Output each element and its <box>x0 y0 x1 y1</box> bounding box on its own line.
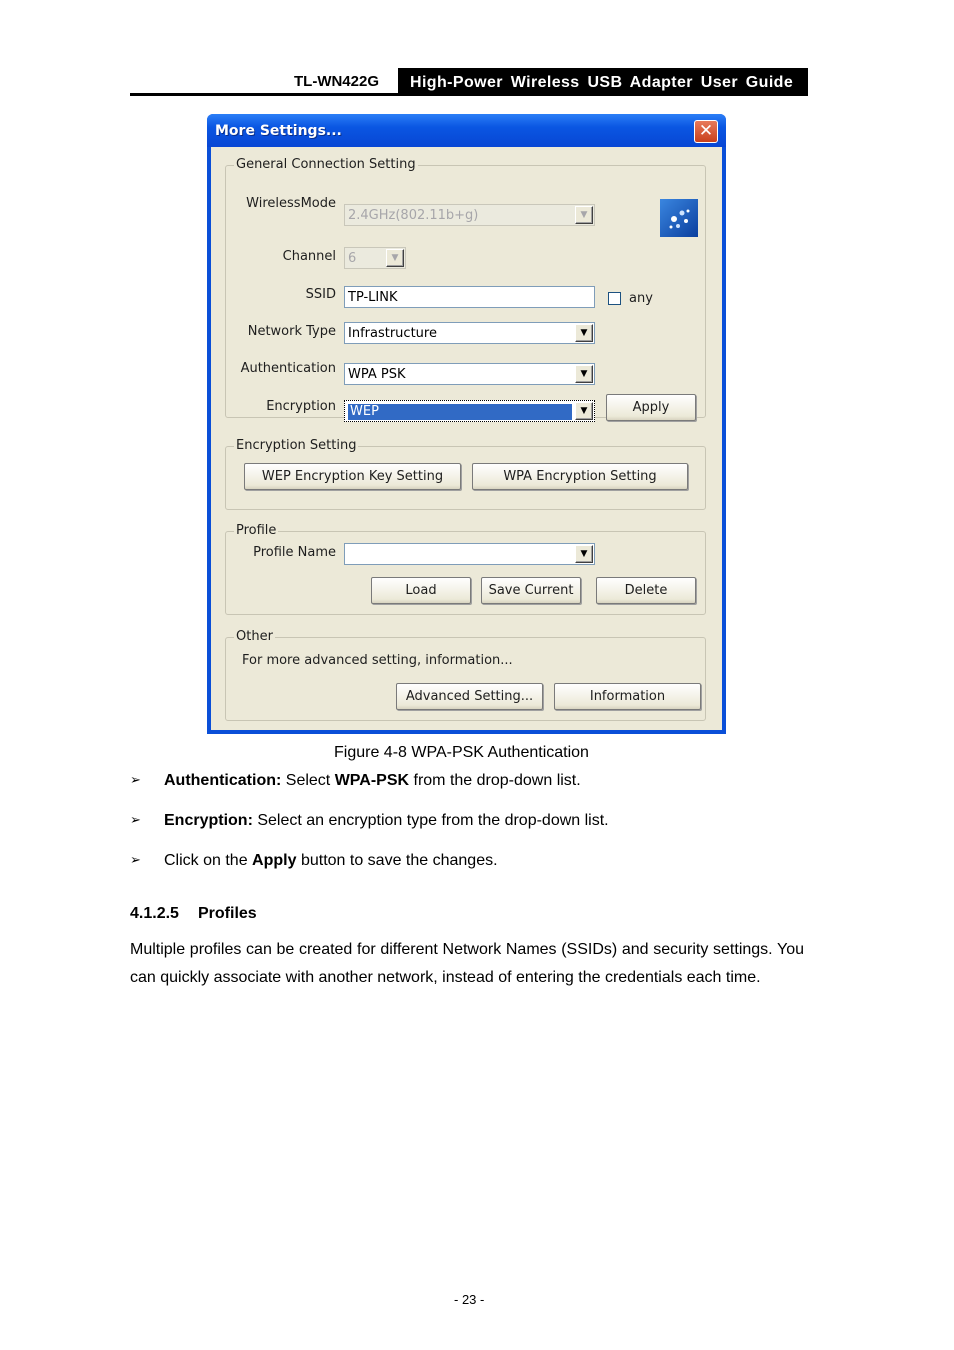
bullet-arrow-icon: ➢ <box>130 812 141 827</box>
chevron-down-icon[interactable]: ▼ <box>575 206 593 224</box>
chevron-down-icon[interactable]: ▼ <box>386 249 404 267</box>
header-guide-title: High-Power Wireless USB Adapter User Guide <box>398 68 808 95</box>
dialog-title: More Settings... <box>215 123 342 139</box>
header-rule <box>130 93 808 96</box>
information-button[interactable]: Information <box>554 683 701 710</box>
body-paragraph: Multiple profiles can be created for different Network Names (SSIDs) and security settings. You can quickly associate with another network, instead of entering the credentials each time. <box>130 941 804 986</box>
advanced-setting-button[interactable]: Advanced Setting... <box>396 683 543 710</box>
any-checkbox[interactable] <box>608 292 621 305</box>
bullet-arrow-icon: ➢ <box>130 772 141 787</box>
network-type-label: Network Type <box>247 324 336 339</box>
authentication-value: WPA PSK <box>348 367 406 382</box>
any-label: any <box>629 291 653 306</box>
wep-encryption-key-button[interactable]: WEP Encryption Key Setting <box>244 463 461 490</box>
section-title: Profiles <box>198 905 257 922</box>
ssid-input[interactable] <box>344 286 595 308</box>
ssid-label: SSID <box>305 287 336 302</box>
profile-name-label: Profile Name <box>253 545 336 560</box>
header-model: TL-WN422G <box>294 73 380 90</box>
delete-button[interactable]: Delete <box>596 577 696 604</box>
other-description: For more advanced setting, information... <box>242 653 513 668</box>
group-title: Encryption Setting <box>236 438 357 453</box>
dialog-client-area <box>211 147 722 730</box>
chevron-down-icon[interactable]: ▼ <box>575 365 593 383</box>
group-title: Profile <box>236 523 277 538</box>
general-connection-group <box>225 157 706 419</box>
other-group <box>225 629 706 721</box>
authentication-select[interactable] <box>344 363 595 385</box>
chevron-down-icon[interactable]: ▼ <box>575 324 593 342</box>
profile-name-select[interactable] <box>344 543 595 565</box>
bullet-text: Click on the Apply button to save the changes. <box>164 852 498 869</box>
encryption-setting-group <box>225 438 706 510</box>
bullet-text: Encryption: Select an encryption type from the drop-down list. <box>164 812 609 829</box>
encryption-label: Encryption <box>266 399 336 414</box>
encryption-select[interactable] <box>344 400 595 422</box>
apply-button[interactable]: Apply <box>606 394 696 421</box>
wireless-logo-icon <box>660 199 698 237</box>
dialog-titlebar[interactable] <box>207 114 726 147</box>
profile-group <box>225 523 706 615</box>
wireless-mode-select[interactable] <box>344 204 595 226</box>
load-button[interactable]: Load <box>371 577 471 604</box>
page-number: - 23 - <box>454 1292 485 1307</box>
more-settings-dialog <box>207 114 726 734</box>
chevron-down-icon[interactable]: ▼ <box>575 402 593 420</box>
wpa-encryption-button[interactable]: WPA Encryption Setting <box>472 463 688 490</box>
group-title: General Connection Setting <box>236 157 416 172</box>
bullet-arrow-icon: ➢ <box>130 852 141 867</box>
channel-select[interactable] <box>344 247 406 269</box>
bullet-text: Authentication: Select WPA-PSK from the drop-down list. <box>164 772 581 789</box>
authentication-label: Authentication <box>240 361 336 376</box>
ssid-value: TP-LINK <box>348 290 398 305</box>
save-current-button[interactable]: Save Current <box>481 577 581 604</box>
network-type-value: Infrastructure <box>348 326 437 341</box>
figure-caption: Figure 4-8 WPA-PSK Authentication <box>334 744 589 761</box>
channel-value: 6 <box>348 251 357 266</box>
network-type-select[interactable] <box>344 322 595 344</box>
channel-label: Channel <box>282 249 336 264</box>
close-icon[interactable]: ✕ <box>694 120 718 143</box>
section-heading <box>130 905 257 923</box>
wireless-mode-label: WirelessMode <box>246 196 336 211</box>
chevron-down-icon[interactable]: ▼ <box>575 545 593 563</box>
wireless-mode-value: 2.4GHz(802.11b+g) <box>348 208 479 223</box>
encryption-value: WEP <box>348 404 572 420</box>
group-title: Other <box>236 629 273 644</box>
section-number: 4.1.2.5 <box>130 905 179 922</box>
